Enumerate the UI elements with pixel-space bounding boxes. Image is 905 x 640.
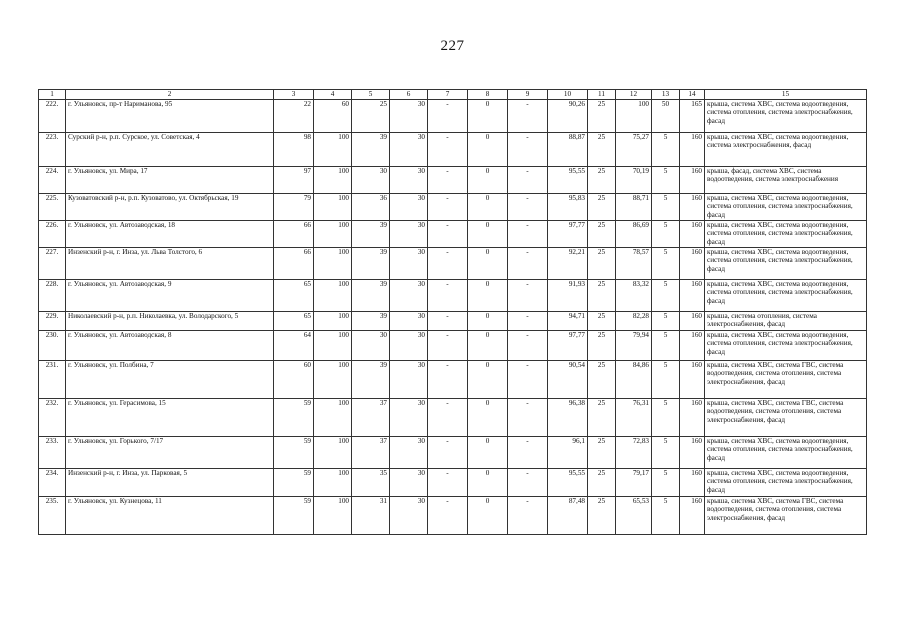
col-14-value: 160 [680,167,705,194]
col-8-value: 0 [468,437,508,469]
col-14-value: 165 [680,100,705,133]
col-7-value: - [428,312,468,331]
works-list: крыша, система ХВС, система водоотведения, система отопления, система электроснабжения, фасад [705,194,867,221]
col-6-value: 30 [390,497,428,535]
address: г. Ульяновск, ул. Автозаводская, 8 [66,331,274,361]
col-13-value: 5 [652,280,680,312]
address: Инзенский р-н, г. Инза, ул. Парковая, 5 [66,469,274,497]
col-4-value: 100 [314,361,352,399]
col-11-value: 25 [588,399,616,437]
col-10-value: 95,83 [548,194,588,221]
address: Сурский р-н, р.п. Сурское, ул. Советская, 4 [66,133,274,167]
col-6-value: 30 [390,437,428,469]
col-7-value: - [428,437,468,469]
address: г. Ульяновск, ул. Горького, 7/17 [66,437,274,469]
col-12-value: 76,31 [616,399,652,437]
col-11-value: 25 [588,497,616,535]
col-5-value: 35 [352,469,390,497]
col-13-value: 5 [652,221,680,248]
col-9-value: - [508,248,548,280]
col-5-value: 39 [352,361,390,399]
col-8-value: 0 [468,497,508,535]
address: Инзенский р-н, г. Инза, ул. Льва Толстого, 6 [66,248,274,280]
col-8-value: 0 [468,312,508,331]
col-8-value: 0 [468,194,508,221]
col-4-value: 100 [314,167,352,194]
col-10-value: 88,87 [548,133,588,167]
table-row [39,331,867,361]
col-4-value: 100 [314,469,352,497]
works-list: крыша, система ХВС, система водоотведения, система отопления, система электроснабжения, фасад [705,248,867,280]
col-9-value: - [508,312,548,331]
col-3-value: 79 [274,194,314,221]
table-row [39,248,867,280]
table-row [39,437,867,469]
col-3-value: 59 [274,469,314,497]
address: г. Ульяновск, ул. Кузнецова, 11 [66,497,274,535]
col-14-value: 160 [680,312,705,331]
col-10-value: 90,26 [548,100,588,133]
col-13-value: 5 [652,361,680,399]
col-10-value: 95,55 [548,469,588,497]
works-list: крыша, система ХВС, система водоотведения, система отопления, система электроснабжения, фасад [705,100,867,133]
col-14-value: 160 [680,194,705,221]
col-8-value: 0 [468,399,508,437]
row-number: 231. [39,361,66,399]
row-number: 229. [39,312,66,331]
col-5-value: 37 [352,437,390,469]
col-5-value: 36 [352,194,390,221]
col-9-value: - [508,331,548,361]
works-list: крыша, фасад, система ХВС, система водоотведения, система электроснабжения [705,167,867,194]
col-9-value: - [508,469,548,497]
col-10-value: 97,77 [548,331,588,361]
column-number-row [39,90,867,100]
col-8-value: 0 [468,100,508,133]
row-number: 225. [39,194,66,221]
row-number: 226. [39,221,66,248]
col-4-value: 100 [314,497,352,535]
col-5-value: 39 [352,312,390,331]
works-list: крыша, система ХВС, система ГВС, система водоотведения, система отопления, система электроснабжения, фасад [705,361,867,399]
column-header-14: 14 [680,90,705,100]
col-11-value: 25 [588,469,616,497]
col-6-value: 30 [390,399,428,437]
col-3-value: 59 [274,399,314,437]
col-12-value: 72,83 [616,437,652,469]
table-row [39,100,867,133]
row-number: 234. [39,469,66,497]
col-12-value: 84,86 [616,361,652,399]
col-7-value: - [428,399,468,437]
col-14-value: 160 [680,361,705,399]
col-12-value: 78,57 [616,248,652,280]
col-9-value: - [508,437,548,469]
col-11-value: 25 [588,280,616,312]
col-13-value: 5 [652,248,680,280]
col-13-value: 5 [652,399,680,437]
col-9-value: - [508,497,548,535]
col-13-value: 5 [652,437,680,469]
column-header-11: 11 [588,90,616,100]
col-6-value: 30 [390,248,428,280]
col-14-value: 160 [680,221,705,248]
col-3-value: 59 [274,437,314,469]
col-13-value: 5 [652,497,680,535]
col-6-value: 30 [390,312,428,331]
column-header-13: 13 [652,90,680,100]
address: г. Ульяновск, ул. Автозаводская, 18 [66,221,274,248]
col-11-value: 25 [588,167,616,194]
works-list: крыша, система ХВС, система водоотведения, система отопления, система электроснабжения, фасад [705,221,867,248]
col-5-value: 37 [352,399,390,437]
column-header-3: 3 [274,90,314,100]
table-row [39,133,867,167]
col-12-value: 86,69 [616,221,652,248]
col-8-value: 0 [468,361,508,399]
col-4-value: 100 [314,248,352,280]
col-8-value: 0 [468,280,508,312]
col-4-value: 100 [314,280,352,312]
works-list: крыша, система ХВС, система ГВС, система водоотведения, система отопления, система электроснабжения, фасад [705,399,867,437]
column-header-1: 1 [39,90,66,100]
col-4-value: 100 [314,221,352,248]
col-7-value: - [428,469,468,497]
col-11-value: 25 [588,133,616,167]
col-3-value: 22 [274,100,314,133]
col-4-value: 100 [314,437,352,469]
table-row [39,167,867,194]
col-7-value: - [428,280,468,312]
col-4-value: 100 [314,312,352,331]
column-header-7: 7 [428,90,468,100]
col-12-value: 75,27 [616,133,652,167]
col-9-value: - [508,167,548,194]
col-8-value: 0 [468,167,508,194]
row-number: 228. [39,280,66,312]
col-7-value: - [428,361,468,399]
col-4-value: 100 [314,133,352,167]
table-body [39,100,867,535]
address: г. Ульяновск, пр-т Нариманова, 95 [66,100,274,133]
col-6-value: 30 [390,133,428,167]
col-8-value: 0 [468,221,508,248]
col-7-value: - [428,100,468,133]
address: Кузоватовский р-н, р.п. Кузоватово, ул. Октябрьская, 19 [66,194,274,221]
row-number: 235. [39,497,66,535]
col-14-value: 160 [680,497,705,535]
col-10-value: 87,48 [548,497,588,535]
col-3-value: 65 [274,280,314,312]
works-list: крыша, система ХВС, система водоотведения, система отопления, система электроснабжения, фасад [705,331,867,361]
col-9-value: - [508,100,548,133]
col-3-value: 60 [274,361,314,399]
table-row [39,469,867,497]
table-row [39,194,867,221]
col-13-value: 5 [652,194,680,221]
column-header-6: 6 [390,90,428,100]
col-12-value: 79,94 [616,331,652,361]
col-12-value: 88,71 [616,194,652,221]
col-14-value: 160 [680,469,705,497]
col-9-value: - [508,221,548,248]
col-11-value: 25 [588,100,616,133]
col-7-value: - [428,497,468,535]
col-13-value: 5 [652,133,680,167]
col-8-value: 0 [468,469,508,497]
col-3-value: 59 [274,497,314,535]
works-list: крыша, система ХВС, система водоотведения, система отопления, система электроснабжения, фасад [705,469,867,497]
col-10-value: 95,55 [548,167,588,194]
col-3-value: 66 [274,248,314,280]
col-9-value: - [508,361,548,399]
column-header-8: 8 [468,90,508,100]
row-number: 222. [39,100,66,133]
col-12-value: 70,19 [616,167,652,194]
col-5-value: 39 [352,248,390,280]
works-list: крыша, система ХВС, система водоотведения, система электроснабжения, фасад [705,133,867,167]
table-row [39,399,867,437]
col-5-value: 30 [352,167,390,194]
col-4-value: 100 [314,194,352,221]
col-10-value: 92,21 [548,248,588,280]
col-6-value: 30 [390,331,428,361]
column-header-2: 2 [66,90,274,100]
col-4-value: 100 [314,399,352,437]
col-5-value: 39 [352,133,390,167]
col-3-value: 65 [274,312,314,331]
column-header-10: 10 [548,90,588,100]
col-6-value: 30 [390,194,428,221]
col-7-value: - [428,221,468,248]
col-5-value: 25 [352,100,390,133]
col-11-value: 25 [588,331,616,361]
col-12-value: 65,53 [616,497,652,535]
col-11-value: 25 [588,361,616,399]
col-14-value: 160 [680,437,705,469]
col-9-value: - [508,280,548,312]
address: г. Ульяновск, ул. Мира, 17 [66,167,274,194]
column-header-4: 4 [314,90,352,100]
col-4-value: 60 [314,100,352,133]
column-header-12: 12 [616,90,652,100]
col-9-value: - [508,194,548,221]
col-7-value: - [428,133,468,167]
col-11-value: 25 [588,194,616,221]
table-row [39,221,867,248]
col-8-value: 0 [468,133,508,167]
col-13-value: 5 [652,469,680,497]
col-13-value: 5 [652,331,680,361]
row-number: 223. [39,133,66,167]
col-7-value: - [428,331,468,361]
col-9-value: - [508,133,548,167]
col-7-value: - [428,248,468,280]
col-11-value: 25 [588,437,616,469]
col-3-value: 98 [274,133,314,167]
col-12-value: 82,28 [616,312,652,331]
col-5-value: 39 [352,221,390,248]
col-14-value: 160 [680,399,705,437]
col-10-value: 94,71 [548,312,588,331]
col-12-value: 79,17 [616,469,652,497]
col-12-value: 83,32 [616,280,652,312]
col-13-value: 5 [652,312,680,331]
col-6-value: 30 [390,167,428,194]
page-number: 227 [440,38,465,54]
table-row [39,497,867,535]
column-header-15: 15 [705,90,867,100]
col-5-value: 30 [352,331,390,361]
col-4-value: 100 [314,331,352,361]
col-3-value: 97 [274,167,314,194]
col-11-value: 25 [588,312,616,331]
col-10-value: 96,1 [548,437,588,469]
works-list: крыша, система ХВС, система водоотведения, система отопления, система электроснабжения, фасад [705,437,867,469]
col-10-value: 96,38 [548,399,588,437]
col-6-value: 30 [390,100,428,133]
col-7-value: - [428,194,468,221]
column-header-5: 5 [352,90,390,100]
col-7-value: - [428,167,468,194]
address: г. Ульяновск, ул. Автозаводская, 9 [66,280,274,312]
col-10-value: 91,93 [548,280,588,312]
col-10-value: 97,77 [548,221,588,248]
works-list: крыша, система отопления, система электроснабжения, фасад [705,312,867,331]
table-row [39,280,867,312]
col-10-value: 90,54 [548,361,588,399]
row-number: 224. [39,167,66,194]
col-11-value: 25 [588,248,616,280]
row-number: 232. [39,399,66,437]
col-14-value: 160 [680,133,705,167]
col-14-value: 160 [680,280,705,312]
row-number: 230. [39,331,66,361]
col-6-value: 30 [390,469,428,497]
col-8-value: 0 [468,248,508,280]
col-13-value: 5 [652,167,680,194]
col-14-value: 160 [680,248,705,280]
col-5-value: 31 [352,497,390,535]
address: Николаевский р-н, р.п. Николаевка, ул. Володарского, 5 [66,312,274,331]
works-list: крыша, система ХВС, система водоотведения, система отопления, система электроснабжения, фасад [705,280,867,312]
col-11-value: 25 [588,221,616,248]
col-3-value: 66 [274,221,314,248]
col-12-value: 100 [616,100,652,133]
col-6-value: 30 [390,221,428,248]
column-header-9: 9 [508,90,548,100]
address: г. Ульяновск, ул. Герасимова, 15 [66,399,274,437]
table-row [39,361,867,399]
works-list: крыша, система ХВС, система ГВС, система водоотведения, система отопления, система электроснабжения, фасад [705,497,867,535]
row-number: 227. [39,248,66,280]
col-8-value: 0 [468,331,508,361]
address: г. Ульяновск, ул. Полбина, 7 [66,361,274,399]
col-6-value: 30 [390,361,428,399]
table-row [39,312,867,331]
col-3-value: 64 [274,331,314,361]
col-9-value: - [508,399,548,437]
col-5-value: 39 [352,280,390,312]
row-number: 233. [39,437,66,469]
col-6-value: 30 [390,280,428,312]
housing-repair-table [38,89,867,535]
col-13-value: 50 [652,100,680,133]
col-14-value: 160 [680,331,705,361]
